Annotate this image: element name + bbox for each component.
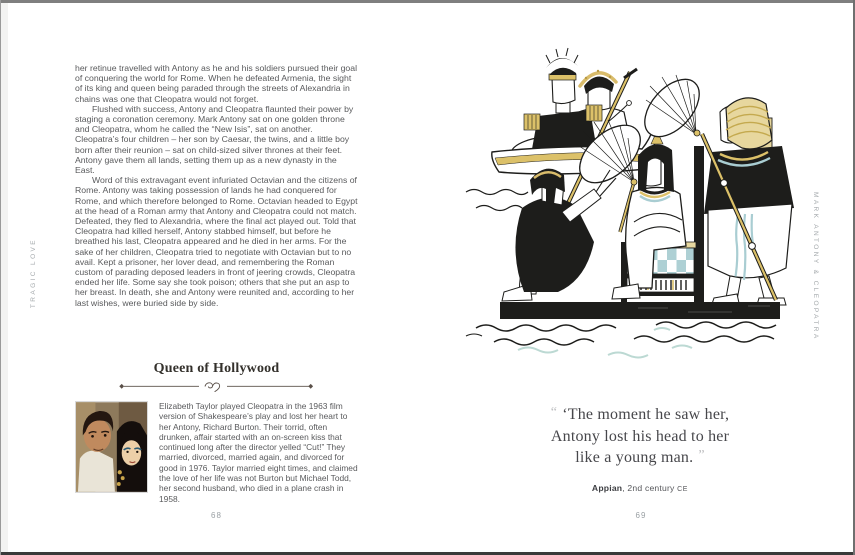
photo-edge-top bbox=[0, 0, 855, 3]
main-text-column bbox=[75, 63, 358, 308]
heading-divider-ornament bbox=[117, 380, 317, 392]
close-quote-mark: ” bbox=[698, 448, 705, 463]
paragraph: her retinue travelled with Antony as he and his soldiers pursued their goal of conquering the world for Rome. When he defeated Armenia, the sight of its king and queen being paraded through the streets of Alexandria in chains was one that Cleopatra would not forget. bbox=[75, 63, 358, 104]
quote-attribution: Appian, 2nd century CE bbox=[591, 483, 689, 493]
page-number-right: 69 bbox=[635, 511, 647, 520]
barge-deck bbox=[500, 302, 780, 319]
feature-body-text: Elizabeth Taylor played Cleopatra in the 1963 film version of Shakespeare’s play and lost her heart to her Antony, Richard Burton. Their torrid, often drunken, affair started with an on-screen kiss that continued long after the director yelled “Cut!” They married, divorced, married again, and divorced for good in 1976. Taylor married eight times, and claimed the love of her life was not Burton but Michael Todd, her second husband, who died in a plane crash in 1958. bbox=[159, 401, 358, 504]
pull-quote bbox=[470, 404, 810, 500]
spine-label-left: TRAGIC LOVE bbox=[30, 238, 37, 309]
water-waves-upper bbox=[466, 190, 528, 211]
open-quote-mark: “ bbox=[550, 405, 558, 420]
page-number-left: 68 bbox=[211, 511, 222, 520]
paragraph: Flushed with success, Antony and Cleopatra flaunted their power by staging a coronation ceremony. Mark Antony sat on one golden throne and Cleopatra, whom he called the “New Isis”, sat on another. Cleopatra’s four children – her son by Caesar, the twins, and a little boy born after their reunion – sat on child-sized silver thrones at their feet. Antony gave them all lands, setting them up as a new dynasty in the East. bbox=[75, 103, 354, 176]
kneeling-attendant-figure bbox=[502, 169, 616, 301]
paragraph: Word of this extravagant event infuriated Octavian and the citizens of Rome. Antony was taking possession of lands he had conquered for Rome, and which therefore belonged to Rome. Octavian headed to Egypt at the head of a Roman army that Antony and Cleopatra could not match. Defeated, they fled to Alexandria, where the final act played out. Told that Cleopatra had killed herself, Antony stabbed himself, but before he breathed his last, Cleopatra appeared and he died in her arms. For the sake of her children, Cleopatra tried to negotiate with Octavian but to no avail. Kept a prisoner, her lover dead, and remembering the Roman custom of parading deposed leaders in front of jeering crowds, Cleopatra ended her life. Some say she took poison; others that she put an asp to her breast. In death, she and Antony were reunited and, according to her last wishes, were buried side by side. bbox=[75, 175, 358, 308]
taylor-burton-photo bbox=[75, 401, 148, 493]
feature-box bbox=[75, 361, 358, 504]
spine-label-right: MARK ANTONY & CLEOPATRA bbox=[812, 192, 819, 341]
fan-bearer-figure bbox=[702, 98, 794, 305]
quote-line: like a young man. ” bbox=[575, 448, 705, 466]
page-edge-strip bbox=[1, 3, 8, 552]
ostrich-fan-right bbox=[634, 69, 709, 146]
feature-heading: Queen of Hollywood bbox=[153, 361, 280, 376]
quote-line: Antony lost his head to her bbox=[550, 428, 730, 445]
water-waves-lower bbox=[466, 322, 776, 358]
cleopatra-barge-illustration bbox=[458, 42, 808, 392]
quote-line: “ ‘The moment he saw her, bbox=[550, 405, 730, 423]
